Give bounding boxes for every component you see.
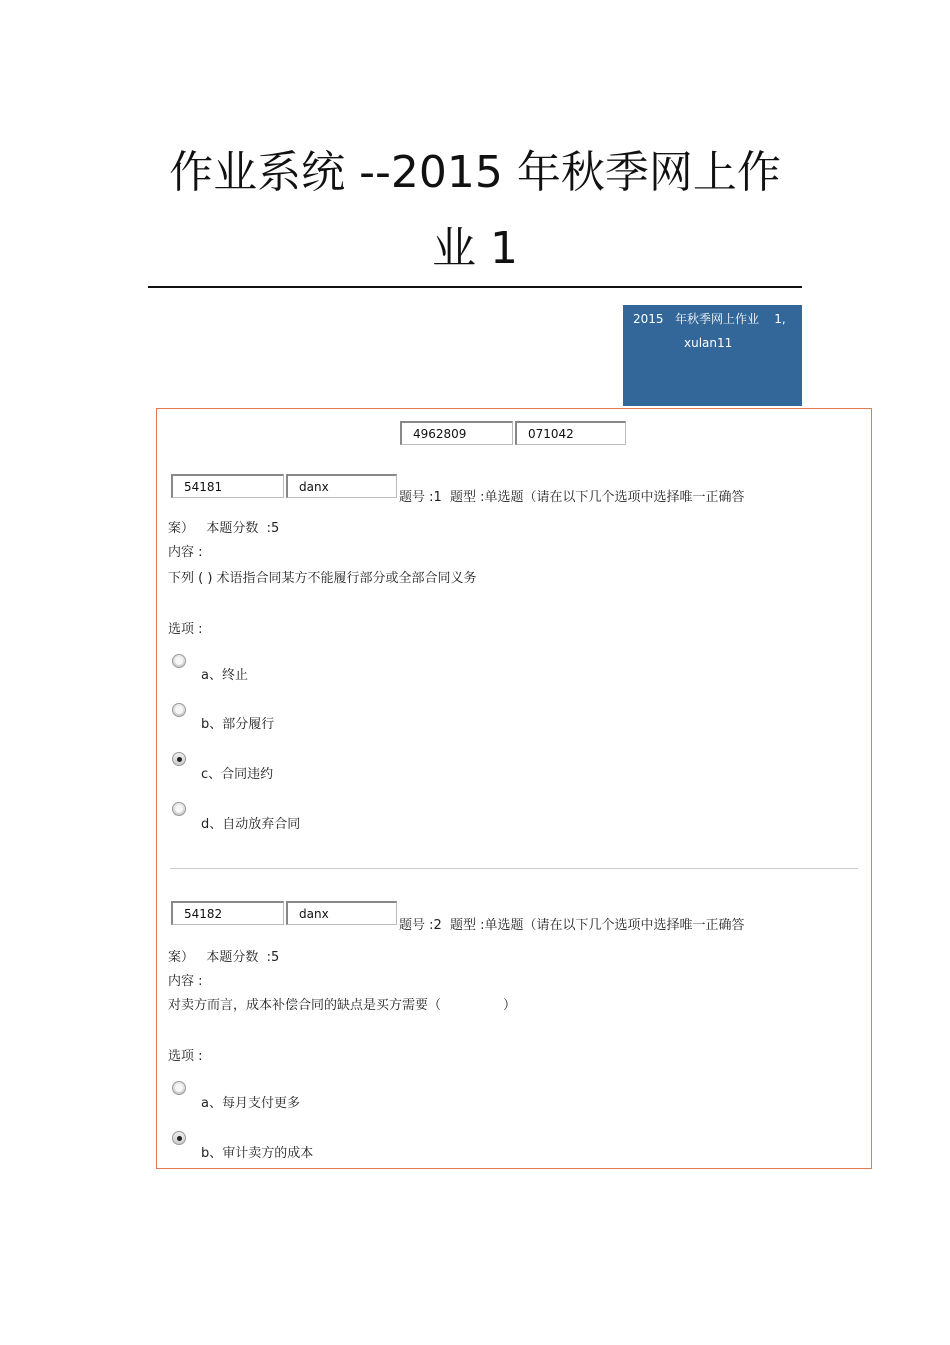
option-label: d、自动放弃合同 [201,817,301,832]
question-type-field[interactable]: danx [286,901,397,925]
question-content: 下列 ( ) 术语指合同某方不能履行部分或全部合同义务 [168,571,477,586]
content-label: 内容 : [168,545,203,560]
option-radio-b[interactable] [172,703,186,717]
question-id-field[interactable]: 54182 [171,901,284,925]
content-label: 内容 : [168,974,203,989]
options-label: 选项 : [168,1049,203,1064]
option-radio-c[interactable] [172,752,186,766]
question-id-field[interactable]: 54181 [171,474,284,498]
option-label: a、每月支付更多 [201,1096,300,1111]
option-label: a、终止 [201,668,248,683]
assignment-name: 2015 年秋季网上作业 1, [633,312,786,326]
option-label: b、审计卖方的成本 [201,1146,314,1161]
question-type-field[interactable]: danx [286,474,397,498]
username: xulan11 [684,336,733,350]
question-meta: 题号 :2 题型 :单选题（请在以下几个选项中选择唯一正确答 [399,918,745,933]
page-title-line1: 作业系统 --2015 年秋季网上作 [169,147,781,198]
option-radio-b[interactable] [172,1131,186,1145]
question-score: 案） 本题分数 :5 [168,521,280,536]
page-title-line2: 业 1 [432,223,518,274]
header-field-2[interactable]: 071042 [515,421,626,445]
option-label: c、合同违约 [201,767,274,782]
option-label: b、部分履行 [201,717,275,732]
option-radio-d[interactable] [172,802,186,816]
assignment-info-box [623,305,802,406]
option-radio-a[interactable] [172,1081,186,1095]
header-field-1[interactable]: 4962809 [400,421,513,445]
options-label: 选项 : [168,622,203,637]
option-radio-a[interactable] [172,654,186,668]
question-meta: 题号 :1 题型 :单选题（请在以下几个选项中选择唯一正确答 [399,490,745,505]
question-divider [170,868,858,869]
question-score: 案） 本题分数 :5 [168,950,280,965]
question-content: 对卖方而言，成本补偿合同的缺点是买方需要（ ） [168,998,516,1013]
title-divider [148,286,802,288]
